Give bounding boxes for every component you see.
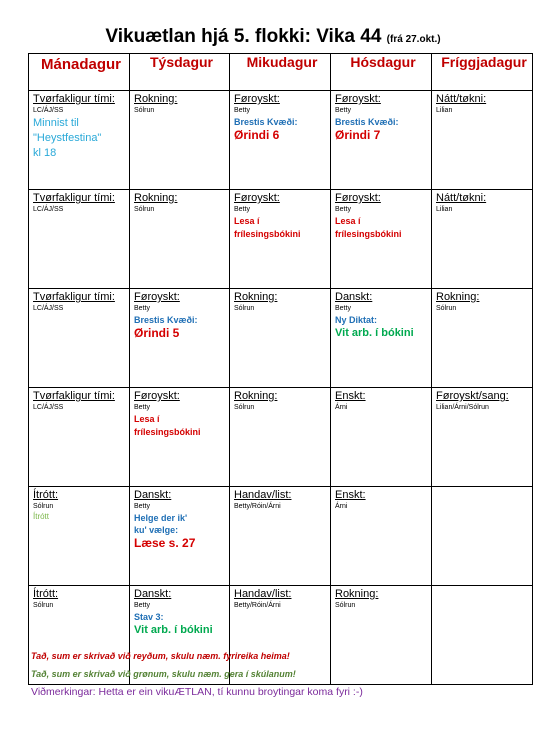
schedule-cell — [432, 289, 533, 388]
schedule-cell — [29, 190, 130, 289]
schedule-cell — [130, 487, 230, 586]
subject-label: Enskt: — [335, 390, 366, 402]
teacher-label: LC/ÁJ/SS — [33, 206, 64, 213]
teacher-label: Sólrun — [33, 602, 54, 609]
teacher-label: Árni — [335, 404, 348, 411]
subject-label: Tvørfakligur tími: — [33, 291, 115, 303]
title-date: (frá 27.okt.) — [386, 34, 441, 45]
homework-text: Lesa í — [234, 216, 260, 226]
subject-label: Tvørfakligur tími: — [33, 390, 115, 402]
subject-label: Føroyskt: — [234, 93, 280, 105]
subject-label: Føroyskt: — [335, 93, 381, 105]
topic-label: Helge der ik' — [134, 513, 188, 523]
subject-label: Rokning: — [234, 291, 278, 303]
teacher-label: Betty/Róin/Árni — [234, 503, 281, 510]
subject-label: Handav/list: — [234, 489, 292, 501]
subject-label: Rokning: — [134, 192, 178, 204]
homework-text: Ørindi 7 — [335, 128, 381, 142]
day-header-tuesday: Týsdagur — [130, 54, 230, 91]
schedule-cell — [130, 289, 230, 388]
subject-label: Føroyskt/sang: — [436, 390, 509, 402]
schedule-cell — [331, 190, 432, 289]
teacher-label: Betty/Róin/Árni — [234, 602, 281, 609]
schedule-cell — [230, 91, 331, 190]
page-title — [0, 26, 546, 48]
teacher-label: Sólrun — [436, 305, 457, 312]
teacher-label: Sólrun — [134, 206, 155, 213]
homework-text: Ørindi 6 — [234, 128, 280, 142]
subject-label: Danskt: — [335, 291, 373, 303]
teacher-label: Betty — [335, 305, 351, 312]
week-schedule-table — [28, 53, 533, 685]
topic-label: Ny Diktat: — [335, 315, 378, 325]
schedule-cell — [230, 289, 331, 388]
subject-label: Rokning: — [335, 588, 379, 600]
teacher-label: Lilian/Árni/Sólrun — [436, 404, 489, 411]
teacher-label: LC/ÁJ/SS — [33, 404, 64, 411]
teacher-label: Sólrun — [134, 107, 155, 114]
table-row — [29, 487, 533, 586]
schedule-cell — [29, 289, 130, 388]
topic-label: Brestis Kvæði: — [335, 117, 399, 127]
schedule-cell — [432, 190, 533, 289]
homework-text: Lesa í — [335, 216, 361, 226]
table-row — [29, 91, 533, 190]
homework-text: Læse s. 27 — [134, 536, 196, 550]
teacher-label: Sólrun — [234, 404, 255, 411]
subject-label: Føroyskt: — [335, 192, 381, 204]
title-main: Vikuætlan hjá 5. flokki: Vika 44 — [105, 26, 382, 47]
teacher-label: Sólrun — [33, 503, 54, 510]
day-header-friday: Fríggjadagur — [432, 54, 533, 91]
footer-note-green: Tað, sum er skrivað við grønum, skulu næm. gera í skúlanum! — [31, 669, 296, 679]
teacher-label: Lilian — [436, 206, 453, 213]
subject-label: Rokning: — [234, 390, 278, 402]
topic-label: Brestis Kvæði: — [134, 315, 198, 325]
schedule-cell — [230, 487, 331, 586]
schedule-cell — [29, 487, 130, 586]
teacher-label: Betty — [134, 503, 150, 510]
subject-label: Nátt/tøkni: — [436, 93, 487, 105]
table-row — [29, 289, 533, 388]
homework-text: Lesa í — [134, 414, 160, 424]
schedule-cell — [432, 586, 533, 685]
teacher-label: Betty — [234, 107, 250, 114]
homework-text: frílesingsbókini — [134, 427, 201, 437]
teacher-label: Betty — [335, 206, 351, 213]
subject-label: Føroyskt: — [134, 390, 180, 402]
table-row — [29, 388, 533, 487]
schedule-cell — [331, 388, 432, 487]
topic-label: ku' vælge: — [134, 525, 179, 535]
teacher-label: Betty — [134, 404, 150, 411]
reminder-text: Minnist til — [33, 117, 79, 129]
schedule-cell — [331, 487, 432, 586]
schedule-cell — [230, 190, 331, 289]
teacher-label: Betty — [134, 305, 150, 312]
teacher-label: LC/ÁJ/SS — [33, 305, 64, 312]
homework-text: frílesingsbókini — [335, 229, 402, 239]
header-row — [29, 54, 533, 91]
teacher-label: Lilian — [436, 107, 453, 114]
schedule-cell — [432, 91, 533, 190]
homework-text: Ørindi 5 — [134, 326, 180, 340]
teacher-label: Sólrun — [335, 602, 356, 609]
subject-label: Danskt: — [134, 489, 172, 501]
subject-label: Tvørfakligur tími: — [33, 93, 115, 105]
classwork-text: Vit arb. í bókini — [134, 624, 213, 636]
topic-label: Brestis Kvæði: — [234, 117, 298, 127]
schedule-cell — [432, 388, 533, 487]
day-header-monday: Mánadagur — [29, 54, 130, 91]
schedule-cell — [130, 190, 230, 289]
topic-label: Stav 3: — [134, 612, 164, 622]
footer-note-red: Tað, sum er skrivað við reyðum, skulu næm. fyrireika heima! — [31, 651, 290, 661]
schedule-cell — [432, 487, 533, 586]
reminder-text: "Heystfestina" — [33, 132, 102, 144]
schedule-cell — [331, 91, 432, 190]
subject-label: Rokning: — [436, 291, 480, 303]
footer-remarks: Viðmerkingar: Hetta er ein vikuÆTLAN, tí kunnu broytingar koma fyri :-) — [31, 686, 363, 698]
teacher-label: Betty — [234, 206, 250, 213]
day-header-thursday: Hósdagur — [331, 54, 432, 91]
homework-text: frílesingsbókini — [234, 229, 301, 239]
schedule-cell — [29, 91, 130, 190]
teacher-label: Betty — [335, 107, 351, 114]
subject-label: Tvørfakligur tími: — [33, 192, 115, 204]
subject-label: Danskt: — [134, 588, 172, 600]
subject-label: Handav/list: — [234, 588, 292, 600]
schedule-cell — [331, 586, 432, 685]
day-header-wednesday: Mikudagur — [230, 54, 331, 91]
schedule-cell — [230, 388, 331, 487]
subject-label: Ítrótt: — [33, 588, 59, 600]
subject-label: Nátt/tøkni: — [436, 192, 487, 204]
teacher-label: Betty — [134, 602, 150, 609]
subject-label: Rokning: — [134, 93, 178, 105]
teacher-label: LC/ÁJ/SS — [33, 107, 64, 114]
schedule-cell — [29, 388, 130, 487]
subject-label: Føroyskt: — [234, 192, 280, 204]
subject-label: Føroyskt: — [134, 291, 180, 303]
activity-note: Ítrótt — [33, 512, 50, 521]
teacher-label: Árni — [335, 503, 348, 510]
schedule-cell — [130, 388, 230, 487]
reminder-text: kl 18 — [33, 147, 57, 159]
schedule-cell — [130, 91, 230, 190]
subject-label: Ítrótt: — [33, 489, 59, 501]
teacher-label: Sólrun — [234, 305, 255, 312]
table-row — [29, 190, 533, 289]
classwork-text: Vit arb. í bókini — [335, 327, 414, 339]
schedule-cell — [331, 289, 432, 388]
subject-label: Enskt: — [335, 489, 366, 501]
